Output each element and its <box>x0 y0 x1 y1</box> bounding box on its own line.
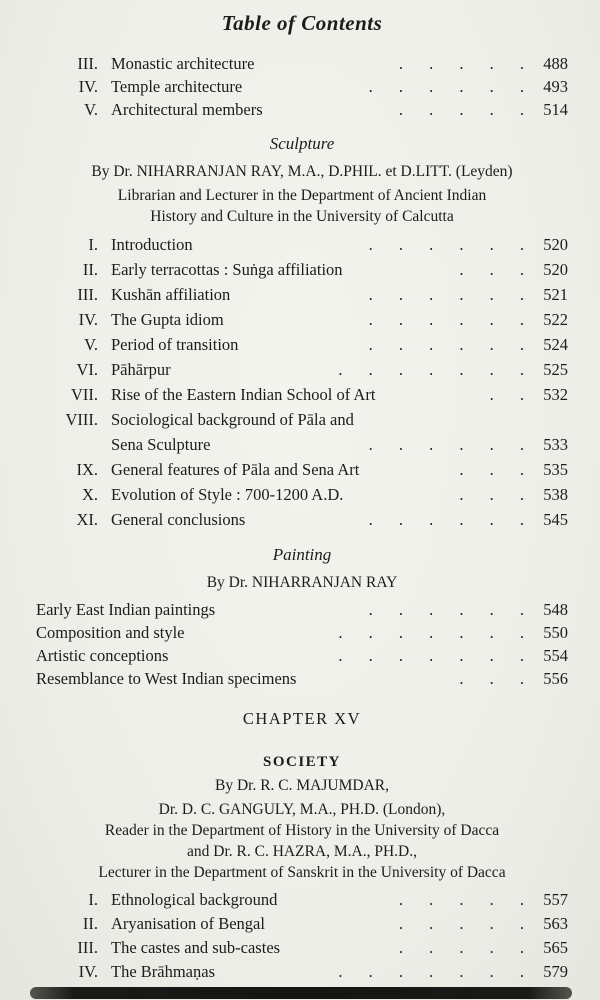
entry-label: Kushān affiliation <box>111 285 231 304</box>
page-number: 557 <box>543 890 568 909</box>
entry-label: General features of Pāla and Sena Art <box>111 460 360 479</box>
page-number: 563 <box>543 914 568 933</box>
entry-number: II. <box>82 914 98 933</box>
toc-entry <box>36 507 568 532</box>
toc-entry <box>36 98 568 121</box>
dot-leader: . . . . . . <box>368 510 524 529</box>
entry-number: V. <box>84 335 98 354</box>
toc-entry <box>36 457 568 482</box>
entry-label: Artistic conceptions <box>36 646 169 665</box>
entry-label: The Brāhmaṇas <box>111 962 216 981</box>
dot-leader: . . . . . . <box>368 235 524 254</box>
entry-label: Composition and style <box>36 623 185 642</box>
dot-leader: . . . . . <box>398 890 524 909</box>
page-number: 524 <box>543 335 568 354</box>
entry-number: II. <box>82 260 98 279</box>
toc-entry <box>36 307 568 332</box>
entry-number: XI. <box>76 510 98 529</box>
page-number: 565 <box>543 938 568 957</box>
dot-leader: . . . . . . <box>368 310 524 329</box>
entry-number: VI. <box>76 360 98 379</box>
entry-label: Sociological background of Pāla and <box>111 410 354 429</box>
page-number: 520 <box>543 260 568 279</box>
page-number: 550 <box>543 623 568 642</box>
entry-number: III. <box>77 938 98 957</box>
painting-byline-author: By Dr. NIHARRANJAN RAY <box>206 574 398 591</box>
toc-entry <box>36 332 568 357</box>
entry-number: IX. <box>76 460 98 479</box>
entry-label: Evolution of Style : 700-1200 A.D. <box>111 485 344 504</box>
page-number: 535 <box>543 460 568 479</box>
entry-label: Pāhārpur <box>111 360 171 379</box>
toc-entry <box>36 482 568 507</box>
toc-entry <box>36 912 568 936</box>
entry-number: III. <box>77 54 98 73</box>
entry-number: I. <box>88 235 98 254</box>
dot-leader: . . . <box>459 485 524 504</box>
toc-entry <box>36 382 568 407</box>
dot-leader: . . . . . <box>398 914 524 933</box>
entry-label: The Gupta idiom <box>111 310 224 329</box>
toc-entry <box>36 75 568 98</box>
dot-leader: . . . . . . . <box>338 962 524 981</box>
scan-edge-artifact <box>30 987 572 999</box>
entry-label: Rise of the Eastern Indian School of Art <box>111 385 376 404</box>
dot-leader: . . . . . . <box>368 285 524 304</box>
toc-entry <box>36 888 568 912</box>
page-number: 520 <box>543 235 568 254</box>
dot-leader: . . . <box>459 260 524 279</box>
society-byline-role-2: Lecturer in the Department of Sanskrit in the University of Dacca <box>98 864 506 881</box>
entry-label: Architectural members <box>111 100 263 119</box>
toc-entry <box>36 960 568 984</box>
dot-leader: . . . . . . <box>368 435 524 454</box>
entry-label: The castes and sub-castes <box>111 938 281 957</box>
entry-label: Early East Indian paintings <box>36 600 216 619</box>
page-number: 545 <box>543 510 568 529</box>
sculpture-byline-author: By Dr. NIHARRANJAN RAY, M.A., D.PHIL. et D.LITT. (Leyden) <box>91 163 513 180</box>
toc-entry <box>36 257 568 282</box>
dot-leader: . . . . . <box>398 100 524 119</box>
toc-entry-continuation <box>36 432 568 457</box>
page-number: 538 <box>543 485 568 504</box>
page-number: 548 <box>543 600 568 619</box>
dot-leader: . . . <box>459 460 524 479</box>
toc-entry <box>36 52 568 75</box>
entry-number: IV. <box>78 310 98 329</box>
toc-entry <box>36 282 568 307</box>
entry-label: Period of transition <box>111 335 239 354</box>
section-heading-sculpture: Sculpture <box>269 134 335 153</box>
dot-leader: . . . . . . <box>368 77 524 96</box>
dot-leader: . . . . . . . <box>338 623 524 642</box>
entry-label: Monastic architecture <box>111 54 255 73</box>
page-number: 522 <box>543 310 568 329</box>
toc-entry <box>36 936 568 960</box>
page-number: 493 <box>543 77 568 96</box>
toc-entry <box>36 598 568 621</box>
society-byline-author-3: and Dr. R. C. HAZRA, M.A., PH.D., <box>187 843 417 860</box>
painting-entries <box>36 598 568 690</box>
entry-number: VII. <box>70 385 98 404</box>
entry-label: Aryanisation of Bengal <box>111 914 265 933</box>
page-number: 521 <box>543 285 568 304</box>
page-number: 556 <box>543 669 568 688</box>
architecture-entries <box>36 52 568 121</box>
sculpture-entries <box>36 232 568 532</box>
entry-label: Introduction <box>111 235 193 254</box>
entry-number: V. <box>84 100 98 119</box>
toc-entry <box>36 407 568 432</box>
entry-number: IV. <box>78 77 98 96</box>
entry-number: X. <box>81 485 98 504</box>
dot-leader: . . . . . . . <box>338 646 524 665</box>
dot-leader: . . . . . . . <box>338 360 524 379</box>
entry-number: IV. <box>78 962 98 981</box>
society-entries <box>36 888 568 984</box>
section-heading-society: SOCIETY <box>262 754 342 770</box>
sculpture-byline-role-1: Librarian and Lecturer in the Department of Ancient Indian <box>117 187 487 204</box>
sculpture-byline-role-2: History and Culture in the University of Calcutta <box>150 208 454 225</box>
page-number: 579 <box>543 962 568 981</box>
toc-entry <box>36 232 568 257</box>
page-number: 525 <box>543 360 568 379</box>
page-number: 514 <box>543 100 568 119</box>
dot-leader: . . . . . . <box>368 600 524 619</box>
dot-leader: . . . . . <box>398 54 524 73</box>
page-number: 533 <box>543 435 568 454</box>
entry-number: VIII. <box>65 410 98 429</box>
entry-number: III. <box>77 285 98 304</box>
page-title: Table of Contents <box>221 11 383 35</box>
dot-leader: . . <box>489 385 524 404</box>
society-byline-role-1: Reader in the Department of History in the University of Dacca <box>104 822 500 839</box>
section-heading-painting: Painting <box>272 545 332 564</box>
chapter-heading: CHAPTER XV <box>242 709 362 728</box>
page-number: 554 <box>543 646 568 665</box>
toc-entry <box>36 667 568 690</box>
toc-entry <box>36 644 568 667</box>
entry-label: Resemblance to West Indian specimens <box>36 669 297 688</box>
toc-entry <box>36 621 568 644</box>
page-number: 488 <box>543 54 568 73</box>
toc-entry <box>36 357 568 382</box>
entry-label: General conclusions <box>111 510 246 529</box>
page-number: 532 <box>543 385 568 404</box>
entry-label: Ethnological background <box>111 890 278 909</box>
society-byline-author-1: By Dr. R. C. MAJUMDAR, <box>215 777 389 794</box>
entry-number: I. <box>88 890 98 909</box>
entry-label: Early terracottas : Suṅga affiliation <box>111 260 343 279</box>
dot-leader: . . . <box>459 669 524 688</box>
dot-leader: . . . . . <box>398 938 524 957</box>
dot-leader: . . . . . . <box>368 335 524 354</box>
society-byline-author-2: Dr. D. C. GANGULY, M.A., PH.D. (London), <box>158 801 446 818</box>
entry-label: Temple architecture <box>111 77 243 96</box>
entry-label: Sena Sculpture <box>111 435 211 454</box>
